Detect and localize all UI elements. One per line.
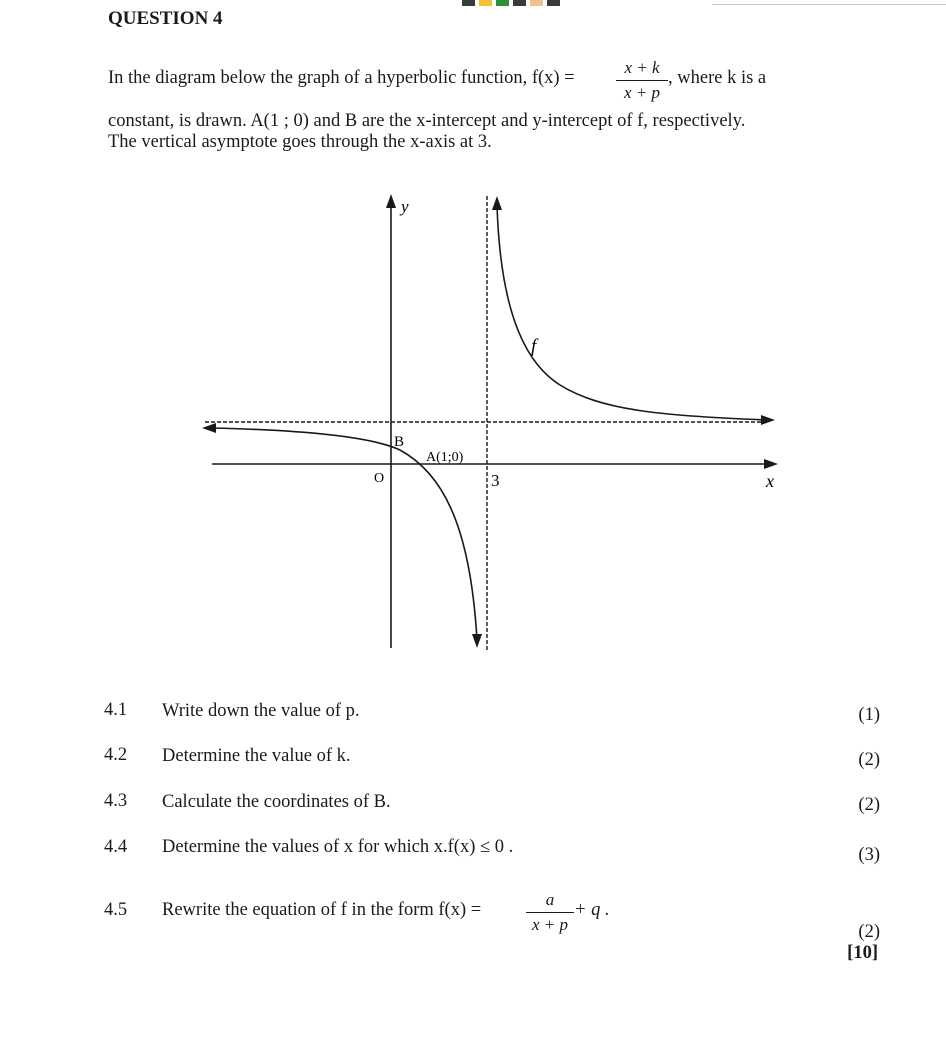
intro-line-1-end: , where k is a bbox=[668, 68, 767, 88]
subquestion-marks: (3) bbox=[858, 845, 880, 865]
subquestion-number: 4.3 bbox=[104, 791, 128, 811]
question-heading: QUESTION 4 bbox=[108, 8, 223, 29]
subquestion-marks: (2) bbox=[858, 922, 880, 942]
asymptote-label: 3 bbox=[491, 471, 500, 490]
form-fraction bbox=[526, 890, 574, 935]
fraction-numerator: x + k bbox=[624, 58, 660, 77]
form-fraction-end: + q . bbox=[574, 900, 610, 920]
intro-line-2: constant, is drawn. A(1 ; 0) and B are the x-intercept and y-intercept of f, respectively. bbox=[108, 111, 746, 131]
subquestion-marks: (1) bbox=[858, 705, 880, 725]
left-branch-arrow bbox=[202, 423, 216, 433]
subquestion-text: Calculate the coordinates of B. bbox=[162, 792, 391, 812]
subquestion-number: 4.4 bbox=[104, 837, 128, 857]
subquestion-number: 4.5 bbox=[104, 900, 128, 920]
curve-right-branch bbox=[497, 205, 768, 420]
subquestion-marks: (2) bbox=[858, 795, 880, 815]
right-branch-end-arrow bbox=[761, 415, 775, 425]
subquestion-text: Rewrite the equation of f in the form f(x) = bbox=[162, 900, 482, 920]
total-marks: [10] bbox=[847, 943, 878, 963]
subquestion-text: Write down the value of p. bbox=[162, 701, 360, 721]
y-axis-arrow bbox=[386, 194, 396, 208]
y-axis-label: y bbox=[401, 197, 409, 216]
subquestion-number: 4.1 bbox=[104, 700, 128, 720]
subquestion-text: Determine the value of k. bbox=[162, 746, 351, 766]
origin-label: O bbox=[374, 471, 385, 486]
form-fraction-numerator: a bbox=[545, 890, 555, 909]
form-fraction-denominator: x + p bbox=[526, 912, 574, 935]
subquestion-number: 4.2 bbox=[104, 745, 128, 765]
curve-label: f bbox=[531, 336, 537, 357]
point-a-label: A(1;0) bbox=[426, 450, 464, 465]
x-axis-arrow bbox=[764, 459, 778, 469]
x-axis-label: x bbox=[766, 471, 774, 491]
intro-line-3: The vertical asymptote goes through the x-axis at 3. bbox=[108, 132, 492, 152]
point-b-label: B bbox=[394, 434, 405, 450]
intro-text-1: In the diagram below the graph of a hyperbolic function, f(x) = bbox=[108, 68, 575, 88]
right-branch-top-arrow bbox=[492, 196, 502, 210]
fraction-denominator: x + p bbox=[616, 80, 668, 103]
left-branch-down-arrow bbox=[472, 634, 482, 648]
subquestion-marks: (2) bbox=[858, 750, 880, 770]
subquestion-text: Determine the values of x for which x.f(x) ≤ 0 . bbox=[162, 837, 514, 857]
